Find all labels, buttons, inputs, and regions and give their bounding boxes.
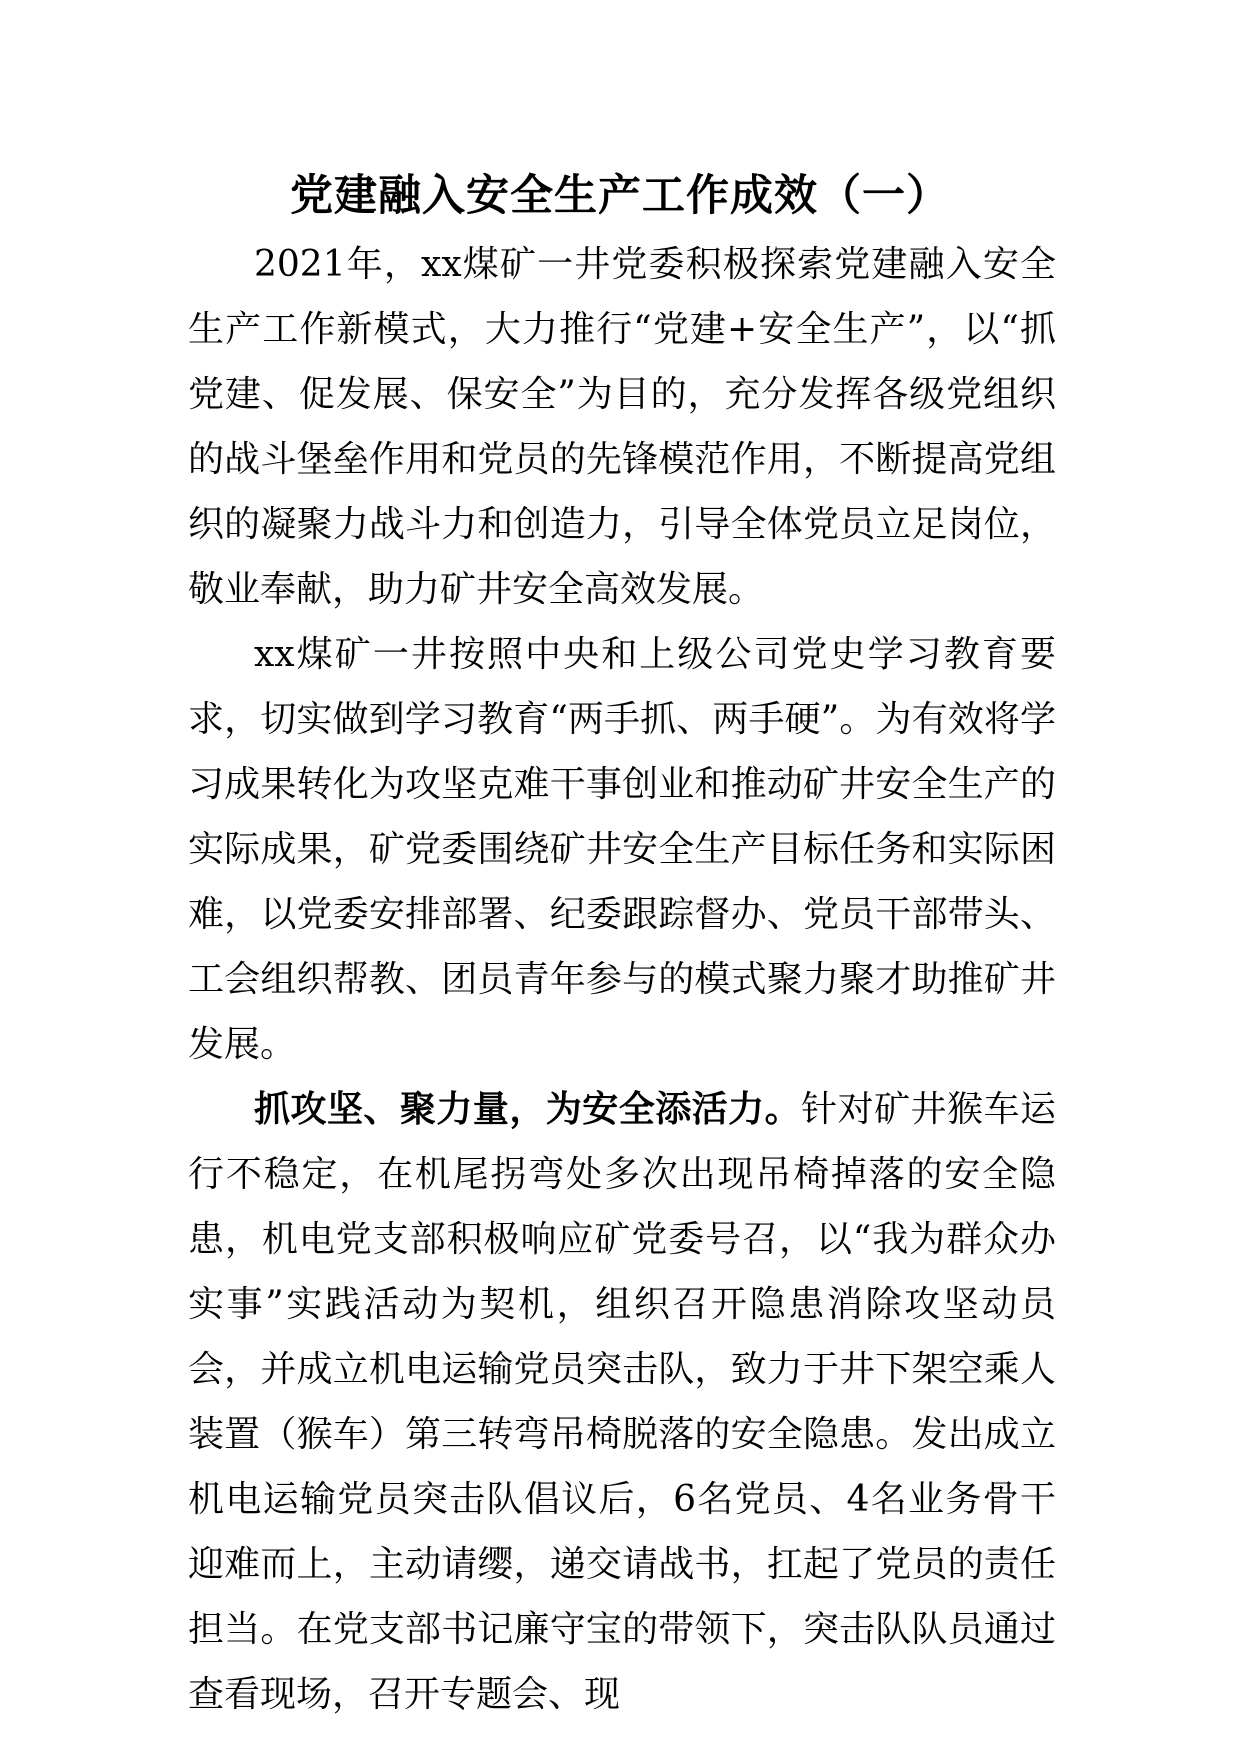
paragraph-3-lead: 抓攻坚、聚力量，为安全添活力。 — [254, 1089, 802, 1130]
paragraph-2-text: xx煤矿一井按照中央和上级公司党史学习教育要求，切实做到学习教育“两手抓、两手硬”。为有效将学习成果转化为攻坚克难干事创业和推动矿井安全生产的实际成果，矿党委围绕矿井安全生产目标任务和实际困难，以党委安排部署、纪委跟踪督办、党员干部带头、工会组织帮教、团员青年参与的模式聚力聚才助推矿井发展。 — [188, 634, 1056, 1065]
paragraph-3-text: 针对矿井猴车运行不稳定，在机尾拐弯处多次出现吊椅掉落的安全隐患，机电党支部积极响应矿党委号召，以“我为群众办实事”实践活动为契机，组织召开隐患消除攻坚动员会，并成立机电运输党员突击队，致力于井下架空乘人装置（猴车）第三转弯吊椅脱落的安全隐患。发出成立机电运输党员突击队倡议后，6名党员、4名业务骨干迎难而上，主动请缨，递交请战书，扛起了党员的责任担当。在党支部书记廉守宝的带领下，突击队队员通过查看现场，召开专题会、现 — [188, 1089, 1056, 1715]
document-body — [188, 232, 1056, 1727]
paragraph-2 — [188, 622, 1056, 1077]
paragraph-3 — [188, 1077, 1056, 1727]
document-title: 党建融入安全生产工作成效（一） — [290, 171, 950, 221]
paragraph-1 — [188, 232, 1056, 622]
paragraph-1-text: 2021年，xx煤矿一井党委积极探索党建融入安全生产工作新模式，大力推行“党建+安全生产”，以“抓党建、促发展、保安全”为目的，充分发挥各级党组织的战斗堡垒作用和党员的先锋模范作用，不断提高党组织的凝聚力战斗力和创造力，引导全体党员立足岗位，敬业奉献，助力矿井安全高效发展。 — [188, 244, 1056, 610]
